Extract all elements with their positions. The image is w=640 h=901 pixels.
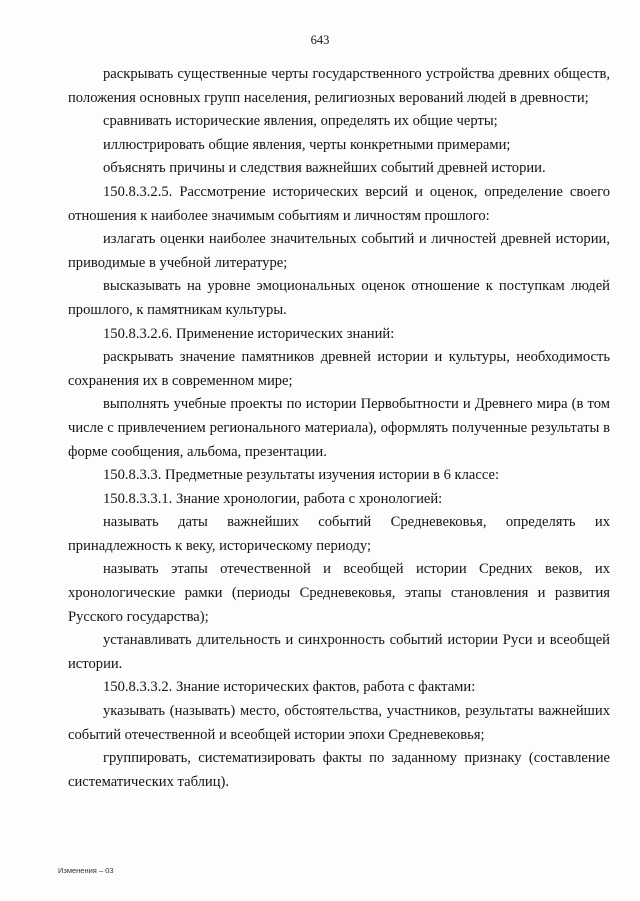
paragraph: группировать, систематизировать факты по заданному признаку (составление систематических таблиц).: [68, 750, 610, 790]
paragraph: излагать оценки наиболее значительных событий и личностей древней истории, приводимые в учебной литературе;: [68, 231, 610, 271]
document-body: [68, 63, 610, 794]
section-heading: 150.8.3.3.1. Знание хронологии, работа с хронологией:: [103, 490, 443, 507]
paragraph: раскрывать значение памятников древней истории и культуры, необходимость сохранения их в современном мире;: [68, 349, 610, 389]
section-heading: 150.8.3.3.2. Знание исторических фактов, работа с фактами:: [103, 679, 476, 696]
page-number: 643: [310, 33, 330, 47]
page-footer: Изменения – 03: [58, 866, 114, 875]
paragraph: сравнивать исторические явления, определять их общие черты;: [103, 113, 498, 130]
paragraph: называть даты важнейших событий Средневековья, определять их принадлежность к веку, историческому периоду;: [68, 514, 610, 554]
paragraph: выполнять учебные проекты по истории Первобытности и Древнего мира (в том числе с привлечением регионального материала), оформлять полученные результаты в форме сообщения, альбома, презентации.: [68, 396, 610, 460]
section-heading: 150.8.3.2.5. Рассмотрение исторических версий и оценок, определение своего отношения к наиболее значимым событиям и личностям прошлого:: [68, 183, 610, 224]
paragraph: раскрывать существенные черты государственного устройства древних обществ, положения основных групп населения, религиозных верований людей в древности;: [68, 66, 610, 106]
paragraph: объяснять причины и следствия важнейших событий древней истории.: [103, 160, 546, 177]
paragraph: иллюстрировать общие явления, черты конкретными примерами;: [103, 136, 511, 153]
section-heading: 150.8.3.3. Предметные результаты изучения истории в 6 классе:: [103, 467, 500, 484]
paragraph: высказывать на уровне эмоциональных оценок отношение к поступкам людей прошлого, к памятникам культуры.: [68, 278, 610, 318]
section-heading: 150.8.3.2.6. Применение исторических знаний:: [103, 325, 395, 342]
paragraph: называть этапы отечественной и всеобщей истории Средних веков, их хронологические рамки (периоды Средневековья, этапы становления и развития Русского государства);: [68, 561, 610, 625]
paragraph: указывать (называть) место, обстоятельства, участников, результаты важнейших событий отечественной и всеобщей истории эпохи Средневековья;: [68, 703, 610, 743]
paragraph: устанавливать длительность и синхронность событий истории Руси и всеобщей истории.: [68, 632, 610, 672]
